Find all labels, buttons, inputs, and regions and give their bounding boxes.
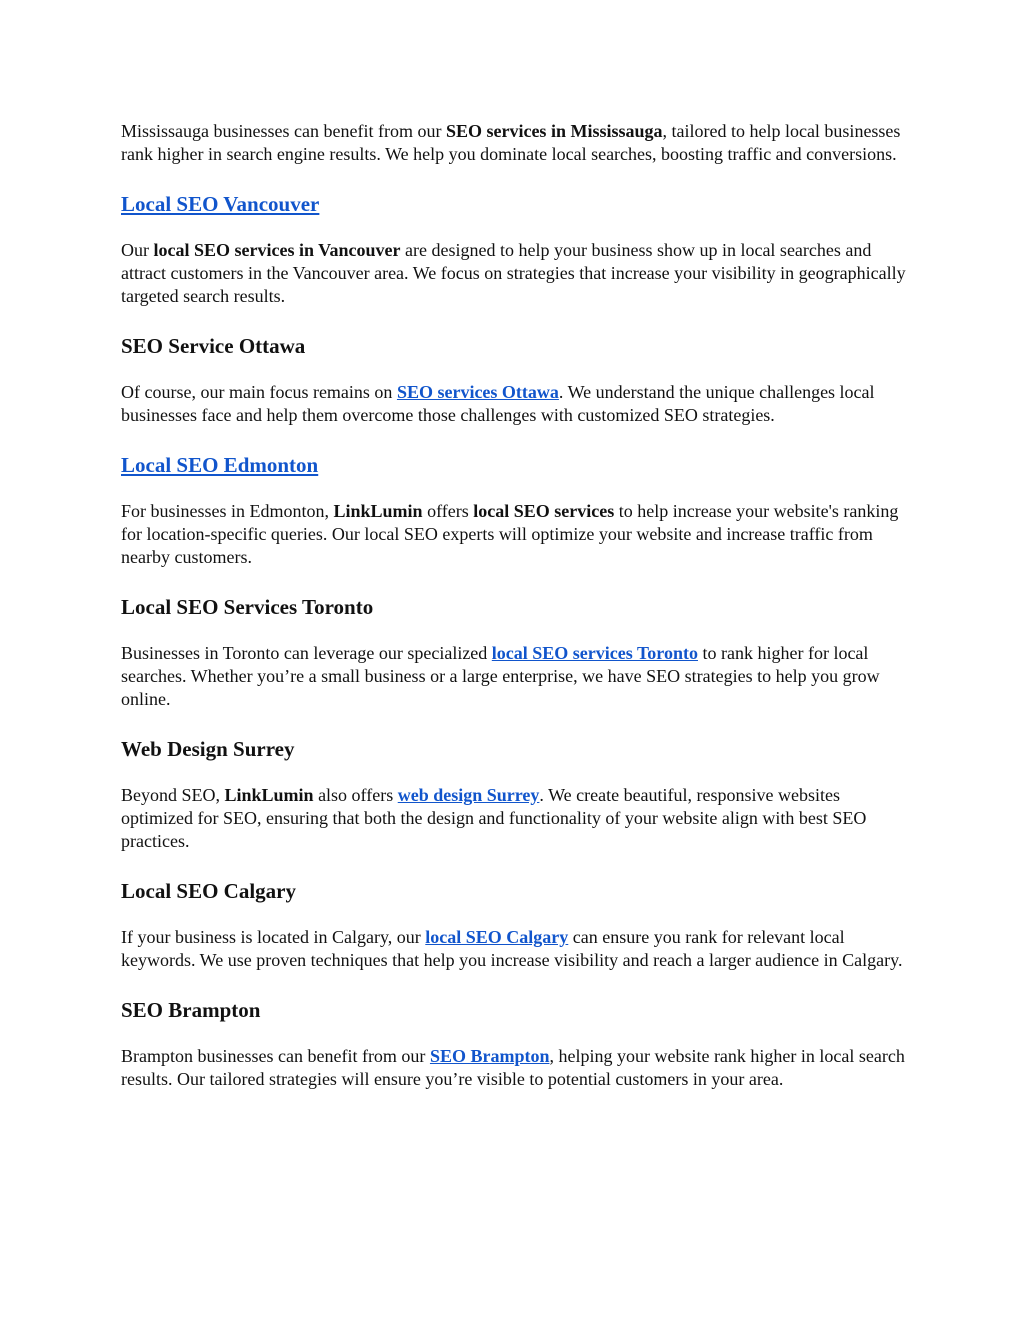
heading-local-seo-calgary: Local SEO Calgary (121, 879, 297, 903)
paragraph-text: Beyond SEO, (121, 785, 225, 805)
bold-text: local SEO services in Vancouver (153, 240, 401, 260)
paragraph-text: If your business is located in Calgary, our (121, 927, 426, 947)
link-seo-brampton[interactable]: SEO Brampton (429, 1046, 550, 1066)
paragraph-edmonton (121, 500, 911, 569)
bold-text: SEO services in Mississauga (445, 121, 663, 141)
paragraph-text: to help increase your website's ranking for location-specific queries. Our local SEO experts will optimize your website and increase traffic from nearby customers. (121, 501, 899, 567)
paragraph-surrey (121, 784, 911, 853)
paragraph-text: , tailored to help local businesses rank higher in search engine results. We help you dominate local searches, boosting traffic and conversions. (121, 121, 901, 164)
paragraph-text: Our (121, 240, 154, 260)
paragraph-text: Brampton businesses can benefit from our (121, 1046, 430, 1066)
paragraph-text: . We understand the unique challenges local businesses face and help them overcome those challenges with customized SEO strategies. (121, 382, 875, 425)
paragraph-text: can ensure you rank for relevant local keywords. We use proven techniques that help you increase visibility and reach a larger audience in Calgary. (121, 927, 903, 970)
bold-text: LinkLumin (333, 501, 423, 521)
paragraph-text: , helping your website rank higher in local search results. Our tailored strategies will ensure you’re visible to potential customers in your area. (121, 1046, 905, 1089)
paragraph-text: offers (422, 501, 474, 521)
heading-web-design-surrey: Web Design Surrey (121, 737, 295, 761)
heading-link-local-seo-vancouver[interactable]: Local SEO Vancouver (121, 192, 320, 216)
heading-seo-brampton: SEO Brampton (121, 998, 261, 1022)
heading-link-local-seo-edmonton[interactable]: Local SEO Edmonton (121, 453, 319, 477)
paragraph-text: to rank higher for local searches. Whether you’re a small business or a large enterprise, we have SEO strategies to help you grow online. (121, 643, 880, 709)
paragraph-text: Of course, our main focus remains on (121, 382, 397, 402)
paragraph-toronto (121, 642, 911, 711)
paragraph-vancouver (121, 239, 911, 308)
paragraph-text: . We create beautiful, responsive websites optimized for SEO, ensuring that both the design and functionality of your website align with best SEO practices. (121, 785, 867, 851)
bold-text: LinkLumin (224, 785, 314, 805)
bold-text: local SEO services (473, 501, 615, 521)
heading-local-seo-services-toronto: Local SEO Services Toronto (121, 595, 374, 619)
paragraph-calgary (121, 926, 911, 972)
document-body (121, 120, 911, 1091)
paragraph-text: For businesses in Edmonton, (121, 501, 334, 521)
link-web-design-surrey[interactable]: web design Surrey (397, 785, 540, 805)
heading-seo-service-ottawa: SEO Service Ottawa (121, 334, 306, 358)
paragraph-brampton (121, 1045, 911, 1091)
paragraph-text: Businesses in Toronto can leverage our specialized (121, 643, 492, 663)
paragraph-text: also offers (313, 785, 398, 805)
paragraph-text: are designed to help your business show up in local searches and attract customers in the Vancouver area. We focus on strategies that increase your visibility in geographically targeted search results. (121, 240, 906, 306)
link-local-seo-calgary[interactable]: local SEO Calgary (425, 927, 569, 947)
paragraph-ottawa (121, 381, 911, 427)
paragraph-text: Mississauga businesses can benefit from our (121, 121, 446, 141)
link-seo-services-ottawa[interactable]: SEO services Ottawa (396, 382, 559, 402)
paragraph-mississauga (121, 120, 911, 166)
link-local-seo-services-toronto[interactable]: local SEO services Toronto (491, 643, 698, 663)
